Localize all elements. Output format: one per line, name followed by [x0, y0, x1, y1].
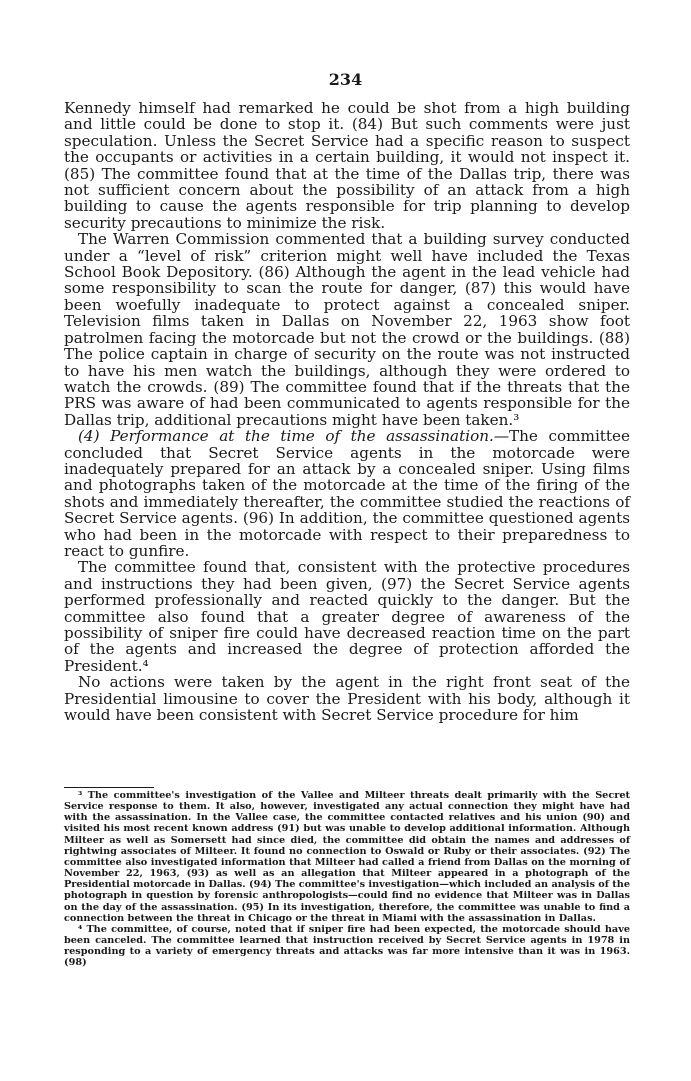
paragraph-4: The committee found that, consistent with the protective procedures and instructions they had been given, (97) the Secret Service agents performed professionally and reacted quickly to the danger. But the committee also found that a greater degree of awareness of the possibility of sniper fire could have decreased reaction time on the part of the agents and increased the degree of protection afforded the President.⁴	[64, 558, 630, 675]
paragraph-1: Kennedy himself had remarked he could be shot from a high building and little could be done to stop it. (84) But such comments were just speculation. Unless the Secret Service had a specific reason to suspect the occupants or activities in a certain building, it would not inspect it. (85) The committee found that at the time of the Dallas trip, there was not sufficient concern about the possibility of an attack from a high building to cause the agents responsible for trip planning to develop security precautions to minimize the risk.	[64, 99, 630, 232]
body-text	[64, 100, 630, 723]
page-number: 234	[328, 70, 363, 89]
footnote-4: ⁴ The committee, of course, noted that if sniper fire had been expected, the motorcade should have been canceled. The committee learned that instruction received by Secret Service agents in 1978 in responding to a variety of emergency threats and attacks was far more intensive than it was in 1963. (98)	[64, 923, 630, 969]
paragraph-3-text: The committee concluded that Secret Service agents in the motorcade were inadequately prepared for an attack by a concealed sniper. Using films and photographs taken of the motorcade at the time of the firing of the shots and immediately thereafter, the committee studied the reactions of Secret Service agents. (96) In addition, the committee questioned agents who had been in the motorcade with respect to their preparedness to react to gunfire.	[64, 427, 630, 560]
footnote-divider	[64, 787, 154, 788]
section-heading: (4) Performance at the time of the assassination.—	[78, 427, 510, 446]
footnote-3: ³ The committee's investigation of the Vallee and Milteer threats dealt primarily with the Secret Service response to them. It also, however, investigated any actual connection they might have had with the assassination. In the Vallee case, the committee contacted relatives and his union (90) and visited his most recent known address (91) but was unable to develop additional information. Although Milteer as well as Somersett had since died, the committee did obtain the names and addresses of rightwing associates of Milteer. It found no connection to Oswald or Ruby or their associates. (92) The committee also investigated information that Milteer had called a friend from Dallas on the morning of November 22, 1963, (93) as well as an allegation that Milteer appeared in a photograph of the Presidential motorcade in Dallas. (94) The committee's investigation—which included an analysis of the photograph in question by forensic anthropologists—could find no evidence that Milteer was in Dallas on the day of the assassination. (95) In its investigation, therefore, the committee was unable to find a connection between the threat in Chicago or the threat in Miami with the assassination in Dallas.	[64, 790, 630, 924]
paragraph-5: No actions were taken by the agent in the right front seat of the Presidential limousine to cover the President with his body, although it would have been consistent with Secret Service procedure for him	[64, 673, 630, 725]
paragraph-2: The Warren Commission commented that a building survey conducted under a “level of risk” criterion might well have included the Texas School Book Depository. (86) Although the agent in the lead vehicle had some responsibility to scan the route for danger, (87) this would have been woefully inadequate to protect against a concealed sniper. Television films taken in Dallas on November 22, 1963 show foot patrolmen facing the motorcade but not the crowd or the buildings. (88) The police captain in charge of security on the route was not instructed to have his men watch the buildings, although they were ordered to watch the crowds. (89) The committee found that if the threats that the PRS was aware of had been communicated to agents responsible for the Dallas trip, additional precautions might have been taken.³	[64, 230, 630, 429]
footnotes	[64, 790, 630, 969]
paragraph-3	[64, 428, 630, 559]
